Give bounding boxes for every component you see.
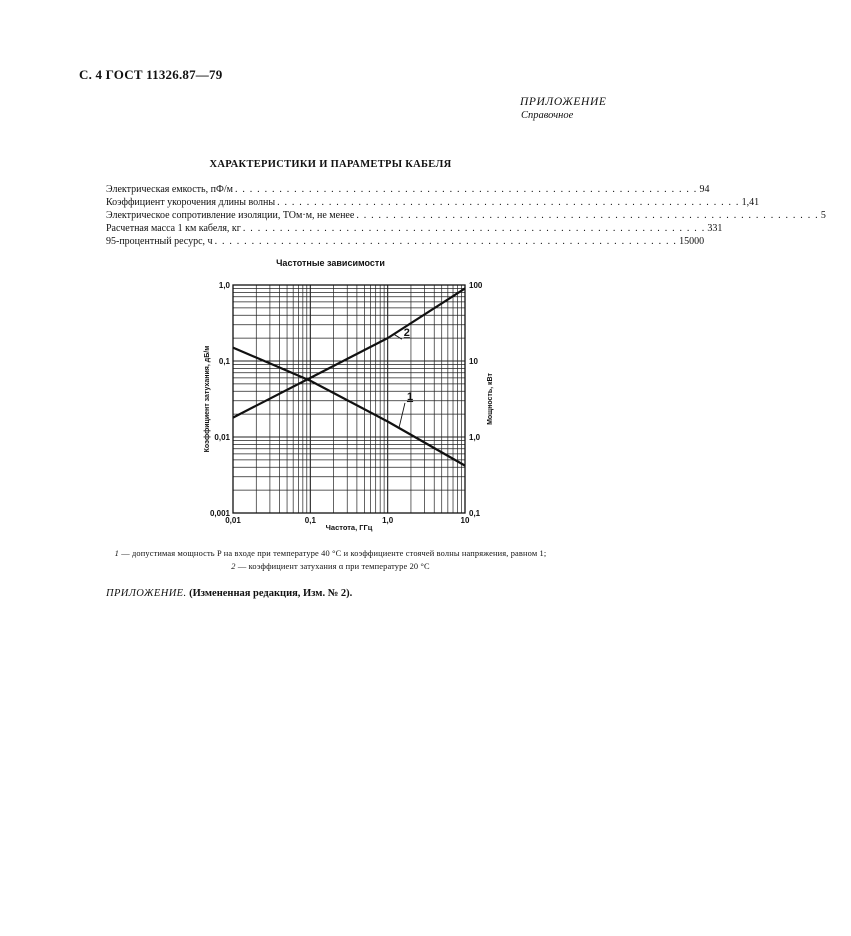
legend-number: 1	[114, 549, 119, 558]
legend-text: — допустимая мощность P на входе при температуре 40 °С и коэффициенте стоячей волны напряжения, равном 1;	[119, 549, 547, 558]
leader-dots: . . . . . . . . . . . . . . . . . . . . . . . . . . . . . . . . . . . . . . . . . . . . . . . . . . . . . . . . . . . . . . .	[356, 210, 819, 221]
series-label-1: 1	[406, 390, 414, 403]
parameter-value: 331	[707, 223, 723, 234]
parameter-value: 1,41	[741, 197, 760, 208]
legend-item-2	[0, 562, 661, 571]
appendix-title: ПРИЛОЖЕНИЕ	[520, 96, 607, 108]
series-label-leader	[399, 403, 405, 428]
section-title: ХАРАКТЕРИСТИКИ И ПАРАМЕТРЫ КАБЕЛЯ	[209, 159, 452, 170]
series-line-1	[233, 348, 465, 466]
change-note	[106, 588, 352, 599]
parameter-name: Расчетная масса 1 км кабеля, кг	[106, 223, 241, 234]
series-label-2: 2	[403, 327, 410, 340]
page-header: С. 4 ГОСТ 11326.87—79	[79, 67, 223, 82]
parameter-row	[106, 184, 710, 197]
parameter-value: 15000	[679, 236, 705, 247]
leader-dots: . . . . . . . . . . . . . . . . . . . . . . . . . . . . . . . . . . . . . . . . . . . . . . . . . . . . . . . . . . . . . . .	[277, 197, 740, 208]
leader-dots: . . . . . . . . . . . . . . . . . . . . . . . . . . . . . . . . . . . . . . . . . . . . . . . . . . . . . . . . . . . . . . .	[214, 236, 678, 247]
parameter-name: 95-процентный ресурс, ч	[106, 236, 213, 247]
parameter-row	[106, 210, 826, 223]
x-tick-label: 10	[460, 516, 470, 525]
x-axis-label: Частота, ГГц	[325, 523, 373, 532]
leader-dots: . . . . . . . . . . . . . . . . . . . . . . . . . . . . . . . . . . . . . . . . . . . . . . . . . . . . . . . . . . . . . . .	[242, 223, 706, 234]
chart-title: Частотные зависимости	[276, 258, 385, 268]
y-axis-label-left: Коэффициент затухания, дБ/м	[204, 345, 211, 453]
legend-text: — коэффициент затухания α при температуре 20 °С	[235, 562, 430, 571]
x-tick-label: 1,0	[382, 516, 394, 525]
y-tick-label-left: 0,01	[214, 433, 230, 442]
x-tick-label: 0,1	[304, 516, 316, 525]
frequency-chart	[195, 272, 505, 534]
x-tick-label: 0,01	[225, 516, 241, 525]
y-tick-label-right: 100	[469, 281, 483, 290]
change-note-text: (Измененная редакция, Изм. № 2).	[186, 588, 353, 599]
y-tick-label-left: 1,0	[218, 281, 230, 290]
y-tick-label-left: 0,001	[209, 509, 230, 518]
y-tick-label-right: 10	[469, 357, 478, 366]
legend-item-1	[0, 549, 661, 558]
y-tick-label-left: 0,1	[218, 357, 230, 366]
change-note-label: ПРИЛОЖЕНИЕ.	[106, 588, 187, 599]
parameter-value: 5	[820, 210, 826, 221]
leader-dots: . . . . . . . . . . . . . . . . . . . . . . . . . . . . . . . . . . . . . . . . . . . . . . . . . . . . . . . . . . . . . . .	[234, 184, 698, 195]
parameter-name: Электрическая емкость, пФ/м	[106, 184, 233, 195]
y-axis-label-right: Мощность, кВт	[487, 373, 494, 425]
parameter-row	[106, 236, 705, 249]
parameter-row	[106, 223, 723, 236]
parameter-value: 94	[699, 184, 710, 195]
parameter-name: Электрическое сопротивление изоляции, ТОм·м, не менее	[106, 210, 355, 221]
y-tick-label-right: 1,0	[469, 433, 481, 442]
parameter-name: Коэффициент укорочения длины волны	[106, 197, 276, 208]
parameter-row	[106, 197, 760, 210]
appendix-subtitle: Справочное	[521, 110, 574, 121]
legend-number: 2	[231, 562, 236, 571]
y-tick-label-right: 0,1	[469, 509, 481, 518]
